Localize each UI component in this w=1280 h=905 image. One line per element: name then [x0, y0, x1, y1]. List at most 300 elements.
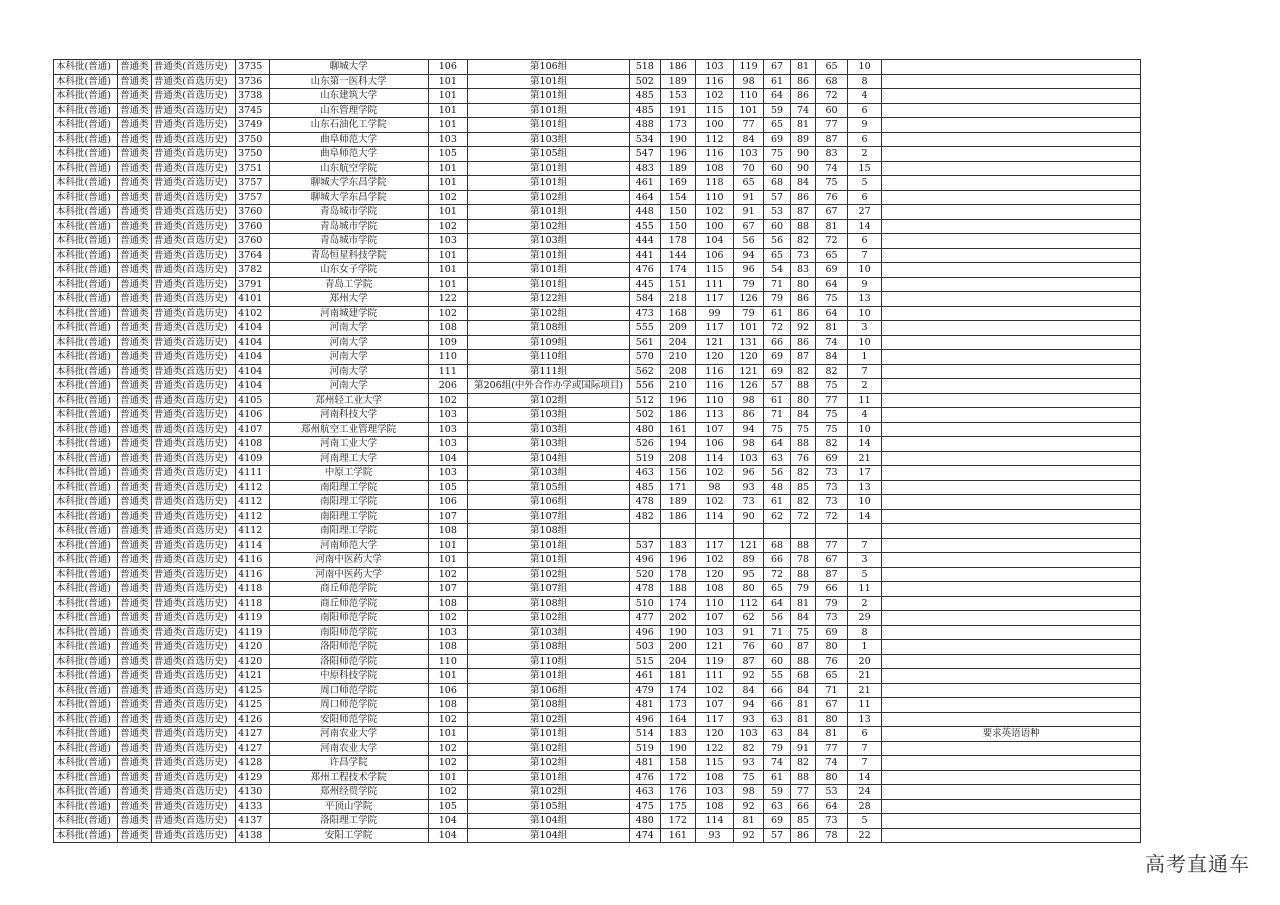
cell-history: 64: [764, 437, 790, 452]
cell-chinese: 172: [660, 770, 696, 785]
cell-min-score: 519: [630, 451, 661, 466]
cell-category: 普通类: [118, 553, 152, 568]
cell-category: 普通类: [118, 132, 152, 147]
cell-english: 121: [733, 538, 764, 553]
cell-group-name: 第102组: [468, 611, 630, 626]
table-row: [54, 582, 1141, 597]
cell-group-name: 第103组: [468, 625, 630, 640]
cell-chinese: 210: [660, 379, 696, 394]
cell-group-name: 第102组: [468, 219, 630, 234]
cell-history: 69: [764, 132, 790, 147]
cell-min-score: 480: [630, 422, 661, 437]
cell-math: 110: [696, 596, 734, 611]
cell-group-name: 第101组: [468, 538, 630, 553]
cell-school-name: 洛阳理工学院: [269, 814, 428, 829]
cell-min-score: 562: [630, 364, 661, 379]
cell-english: 131: [733, 335, 764, 350]
cell-english: 96: [733, 466, 764, 481]
cell-math: 110: [696, 190, 734, 205]
cell-group-code: 108: [428, 321, 468, 336]
cell-english: 92: [733, 828, 764, 843]
cell-geography: 84: [790, 683, 815, 698]
cell-group-name: 第101组: [468, 74, 630, 89]
cell-subject-group: 普通类(首选历史): [151, 524, 235, 539]
cell-english: 79: [733, 277, 764, 292]
cell-remark: [882, 741, 1141, 756]
cell-geography: 81: [790, 698, 815, 713]
cell-politics: 74: [816, 756, 848, 771]
cell-subject-group: 普通类(首选历史): [151, 379, 235, 394]
cell-math: 102: [696, 466, 734, 481]
cell-plan-count: 5: [847, 176, 882, 191]
cell-chinese: 208: [660, 451, 696, 466]
cell-math: 122: [696, 741, 734, 756]
cell-remark: [882, 814, 1141, 829]
cell-geography: 91: [790, 741, 815, 756]
cell-english: 73: [733, 495, 764, 510]
cell-category: 普通类: [118, 364, 152, 379]
cell-category: 普通类: [118, 712, 152, 727]
cell-history: 57: [764, 379, 790, 394]
cell-school-name: 河南工业大学: [269, 437, 428, 452]
cell-min-score: 485: [630, 480, 661, 495]
cell-school-name: 安阳工学院: [269, 828, 428, 843]
cell-chinese: 210: [660, 350, 696, 365]
cell-chinese: 153: [660, 89, 696, 104]
cell-math: 103: [696, 625, 734, 640]
cell-history: 65: [764, 582, 790, 597]
cell-english: 94: [733, 422, 764, 437]
cell-school-name: 南阳师范学院: [269, 611, 428, 626]
cell-plan-count: 24: [847, 785, 882, 800]
cell-school-name: 河南农业大学: [269, 741, 428, 756]
cell-batch: 本科批(普通): [54, 89, 118, 104]
cell-english: 92: [733, 799, 764, 814]
cell-chinese: 209: [660, 321, 696, 336]
cell-chinese: 169: [660, 176, 696, 191]
cell-group-code: 111: [428, 364, 468, 379]
cell-subject-group: 普通类(首选历史): [151, 147, 235, 162]
table-row: [54, 538, 1141, 553]
cell-group-code: 106: [428, 495, 468, 510]
cell-batch: 本科批(普通): [54, 741, 118, 756]
cell-category: 普通类: [118, 422, 152, 437]
cell-group-name: 第108组: [468, 698, 630, 713]
cell-geography: 81: [790, 118, 815, 133]
cell-politics: 65: [816, 669, 848, 684]
cell-politics: 80: [816, 640, 848, 655]
cell-school-code: 4112: [236, 524, 270, 539]
cell-geography: 76: [790, 451, 815, 466]
cell-group-code: 108: [428, 524, 468, 539]
cell-school-name: 山东女子学院: [269, 263, 428, 278]
cell-remark: [882, 582, 1141, 597]
cell-batch: 本科批(普通): [54, 785, 118, 800]
cell-plan-count: 4: [847, 89, 882, 104]
cell-batch: 本科批(普通): [54, 567, 118, 582]
cell-min-score: 480: [630, 814, 661, 829]
cell-category: 普通类: [118, 698, 152, 713]
cell-english: 103: [733, 147, 764, 162]
cell-english: 98: [733, 785, 764, 800]
cell-remark: [882, 799, 1141, 814]
cell-category: 普通类: [118, 393, 152, 408]
cell-min-score: 464: [630, 190, 661, 205]
cell-politics: 77: [816, 393, 848, 408]
cell-english: 110: [733, 89, 764, 104]
cell-plan-count: 2: [847, 147, 882, 162]
cell-plan-count: 10: [847, 495, 882, 510]
cell-history: 60: [764, 219, 790, 234]
cell-chinese: 196: [660, 393, 696, 408]
cell-chinese: 173: [660, 698, 696, 713]
cell-school-name: 河南大学: [269, 335, 428, 350]
cell-group-name: 第109组: [468, 335, 630, 350]
table-row: [54, 147, 1141, 162]
cell-school-code: 3750: [236, 147, 270, 162]
cell-group-name: 第106组: [468, 495, 630, 510]
cell-math: 110: [696, 393, 734, 408]
cell-subject-group: 普通类(首选历史): [151, 74, 235, 89]
cell-politics: 67: [816, 205, 848, 220]
cell-history: 56: [764, 234, 790, 249]
cell-politics: 75: [816, 292, 848, 307]
cell-group-code: 101: [428, 538, 468, 553]
cell-batch: 本科批(普通): [54, 495, 118, 510]
table-row: [54, 219, 1141, 234]
cell-remark: [882, 451, 1141, 466]
cell-group-code: 101: [428, 277, 468, 292]
cell-school-code: 3764: [236, 248, 270, 263]
cell-subject-group: 普通类(首选历史): [151, 553, 235, 568]
cell-plan-count: 2: [847, 596, 882, 611]
cell-group-name: 第108组: [468, 321, 630, 336]
cell-category: 普通类: [118, 480, 152, 495]
cell-english: 62: [733, 611, 764, 626]
cell-batch: 本科批(普通): [54, 205, 118, 220]
cell-school-code: 4130: [236, 785, 270, 800]
table-row: [54, 60, 1141, 75]
cell-school-name: 中原科技学院: [269, 669, 428, 684]
cell-group-name: 第105组: [468, 799, 630, 814]
cell-history: 68: [764, 538, 790, 553]
cell-min-score: 473: [630, 306, 661, 321]
cell-group-code: 104: [428, 828, 468, 843]
cell-math: 108: [696, 799, 734, 814]
admission-score-table: [53, 59, 1141, 843]
table-row: [54, 379, 1141, 394]
cell-school-name: 青岛恒星科技学院: [269, 248, 428, 263]
cell-english: 82: [733, 741, 764, 756]
cell-subject-group: 普通类(首选历史): [151, 466, 235, 481]
cell-math: 121: [696, 335, 734, 350]
cell-math: 114: [696, 814, 734, 829]
cell-group-code: 101: [428, 770, 468, 785]
cell-plan-count: 3: [847, 553, 882, 568]
cell-politics: 73: [816, 466, 848, 481]
cell-subject-group: 普通类(首选历史): [151, 277, 235, 292]
table-row: [54, 828, 1141, 843]
cell-school-code: 3757: [236, 176, 270, 191]
cell-category: 普通类: [118, 408, 152, 423]
cell-category: 普通类: [118, 335, 152, 350]
cell-min-score: 570: [630, 350, 661, 365]
cell-min-score: 463: [630, 466, 661, 481]
cell-chinese: 189: [660, 74, 696, 89]
cell-school-name: 商丘师范学院: [269, 582, 428, 597]
cell-school-name: 郑州经贸学院: [269, 785, 428, 800]
cell-plan-count: 6: [847, 132, 882, 147]
cell-plan-count: 15: [847, 161, 882, 176]
cell-category: 普通类: [118, 727, 152, 742]
cell-english: 65: [733, 176, 764, 191]
cell-school-code: 3782: [236, 263, 270, 278]
cell-subject-group: 普通类(首选历史): [151, 509, 235, 524]
cell-category: 普通类: [118, 103, 152, 118]
cell-batch: 本科批(普通): [54, 582, 118, 597]
cell-math: 114: [696, 451, 734, 466]
cell-chinese: 189: [660, 495, 696, 510]
cell-geography: 77: [790, 785, 815, 800]
cell-history: 72: [764, 321, 790, 336]
cell-politics: 64: [816, 799, 848, 814]
cell-geography: 82: [790, 364, 815, 379]
cell-english: 70: [733, 161, 764, 176]
cell-history: 60: [764, 161, 790, 176]
cell-school-name: 河南大学: [269, 350, 428, 365]
table-row: [54, 74, 1141, 89]
cell-subject-group: 普通类(首选历史): [151, 654, 235, 669]
cell-category: 普通类: [118, 785, 152, 800]
cell-remark: [882, 524, 1141, 539]
cell-chinese: 196: [660, 553, 696, 568]
table-row: [54, 669, 1141, 684]
cell-group-code: 106: [428, 683, 468, 698]
cell-school-name: 南阳理工学院: [269, 495, 428, 510]
cell-school-code: 3760: [236, 234, 270, 249]
cell-category: 普通类: [118, 654, 152, 669]
cell-category: 普通类: [118, 538, 152, 553]
cell-group-name: 第102组: [468, 393, 630, 408]
cell-min-score: 485: [630, 89, 661, 104]
cell-chinese: [660, 524, 696, 539]
cell-history: 75: [764, 147, 790, 162]
cell-subject-group: 普通类(首选历史): [151, 118, 235, 133]
cell-english: 75: [733, 770, 764, 785]
cell-math: 108: [696, 161, 734, 176]
table-row: [54, 292, 1141, 307]
cell-min-score: 496: [630, 553, 661, 568]
cell-group-name: 第110组: [468, 350, 630, 365]
cell-geography: 86: [790, 828, 815, 843]
cell-plan-count: 21: [847, 669, 882, 684]
cell-school-name: 洛阳师范学院: [269, 654, 428, 669]
cell-school-code: 4112: [236, 480, 270, 495]
cell-geography: [790, 524, 815, 539]
cell-school-name: 周口师范学院: [269, 698, 428, 713]
cell-geography: 88: [790, 538, 815, 553]
cell-category: 普通类: [118, 176, 152, 191]
cell-group-name: 第101组: [468, 277, 630, 292]
cell-chinese: 154: [660, 190, 696, 205]
cell-group-name: 第102组: [468, 712, 630, 727]
table-row: [54, 495, 1141, 510]
cell-remark: [882, 147, 1141, 162]
cell-politics: 81: [816, 321, 848, 336]
cell-school-code: 3735: [236, 60, 270, 75]
cell-school-name: 山东石油化工学院: [269, 118, 428, 133]
cell-remark: [882, 364, 1141, 379]
table-row: [54, 712, 1141, 727]
cell-chinese: 176: [660, 785, 696, 800]
table-row: [54, 553, 1141, 568]
cell-school-code: 3757: [236, 190, 270, 205]
cell-plan-count: 9: [847, 118, 882, 133]
cell-chinese: 191: [660, 103, 696, 118]
cell-school-name: 南阳理工学院: [269, 480, 428, 495]
cell-history: 62: [764, 509, 790, 524]
cell-batch: 本科批(普通): [54, 466, 118, 481]
cell-min-score: 483: [630, 161, 661, 176]
cell-subject-group: 普通类(首选历史): [151, 582, 235, 597]
table-row: [54, 364, 1141, 379]
cell-group-name: 第101组: [468, 89, 630, 104]
cell-school-code: 4127: [236, 741, 270, 756]
cell-politics: 87: [816, 132, 848, 147]
cell-chinese: 171: [660, 480, 696, 495]
cell-group-name: 第101组: [468, 118, 630, 133]
cell-remark: [882, 118, 1141, 133]
cell-group-code: 104: [428, 451, 468, 466]
cell-batch: 本科批(普通): [54, 814, 118, 829]
table-row: [54, 205, 1141, 220]
cell-school-name: 河南城建学院: [269, 306, 428, 321]
cell-school-code: 4120: [236, 654, 270, 669]
cell-category: 普通类: [118, 292, 152, 307]
cell-batch: 本科批(普通): [54, 683, 118, 698]
cell-history: 66: [764, 698, 790, 713]
cell-plan-count: 5: [847, 567, 882, 582]
cell-group-name: 第101组: [468, 553, 630, 568]
cell-remark: [882, 132, 1141, 147]
cell-politics: 83: [816, 147, 848, 162]
cell-category: 普通类: [118, 611, 152, 626]
cell-history: 61: [764, 770, 790, 785]
cell-plan-count: 11: [847, 698, 882, 713]
cell-geography: 85: [790, 480, 815, 495]
cell-batch: 本科批(普通): [54, 828, 118, 843]
cell-history: 63: [764, 712, 790, 727]
cell-remark: [882, 350, 1141, 365]
cell-batch: 本科批(普通): [54, 219, 118, 234]
cell-group-name: 第101组: [468, 205, 630, 220]
cell-min-score: 514: [630, 727, 661, 742]
cell-subject-group: 普通类(首选历史): [151, 393, 235, 408]
cell-politics: 75: [816, 408, 848, 423]
cell-history: 57: [764, 190, 790, 205]
cell-subject-group: 普通类(首选历史): [151, 408, 235, 423]
cell-group-code: 103: [428, 625, 468, 640]
cell-group-code: 101: [428, 727, 468, 742]
cell-min-score: 479: [630, 683, 661, 698]
cell-chinese: 158: [660, 756, 696, 771]
cell-english: 84: [733, 683, 764, 698]
cell-subject-group: 普通类(首选历史): [151, 495, 235, 510]
cell-remark: [882, 770, 1141, 785]
cell-history: 66: [764, 335, 790, 350]
cell-school-code: 3749: [236, 118, 270, 133]
cell-math: 103: [696, 60, 734, 75]
cell-subject-group: 普通类(首选历史): [151, 698, 235, 713]
cell-min-score: 510: [630, 596, 661, 611]
cell-school-code: 3738: [236, 89, 270, 104]
cell-category: 普通类: [118, 234, 152, 249]
cell-geography: 82: [790, 756, 815, 771]
cell-chinese: 174: [660, 683, 696, 698]
cell-chinese: 168: [660, 306, 696, 321]
cell-school-code: 4119: [236, 625, 270, 640]
cell-school-code: 4116: [236, 567, 270, 582]
cell-geography: 84: [790, 727, 815, 742]
cell-subject-group: 普通类(首选历史): [151, 364, 235, 379]
table-row: [54, 190, 1141, 205]
cell-plan-count: 3: [847, 321, 882, 336]
cell-min-score: 461: [630, 176, 661, 191]
cell-category: 普通类: [118, 524, 152, 539]
cell-geography: 86: [790, 306, 815, 321]
table-row: [54, 118, 1141, 133]
cell-math: 120: [696, 350, 734, 365]
table-row: [54, 408, 1141, 423]
cell-chinese: 190: [660, 625, 696, 640]
cell-batch: 本科批(普通): [54, 393, 118, 408]
cell-subject-group: 普通类(首选历史): [151, 669, 235, 684]
cell-chinese: 190: [660, 132, 696, 147]
cell-school-code: 4120: [236, 640, 270, 655]
cell-history: 64: [764, 89, 790, 104]
cell-politics: 73: [816, 480, 848, 495]
cell-chinese: 156: [660, 466, 696, 481]
table-row: [54, 596, 1141, 611]
cell-politics: 84: [816, 350, 848, 365]
cell-math: 115: [696, 103, 734, 118]
cell-group-code: 102: [428, 219, 468, 234]
cell-english: 95: [733, 567, 764, 582]
table-row: [54, 727, 1141, 742]
cell-subject-group: 普通类(首选历史): [151, 538, 235, 553]
cell-batch: 本科批(普通): [54, 147, 118, 162]
cell-batch: 本科批(普通): [54, 248, 118, 263]
cell-math: 120: [696, 727, 734, 742]
cell-subject-group: 普通类(首选历史): [151, 799, 235, 814]
cell-remark: [882, 596, 1141, 611]
cell-politics: 73: [816, 611, 848, 626]
cell-school-name: 郑州航空工业管理学院: [269, 422, 428, 437]
cell-school-name: 青岛城市学院: [269, 234, 428, 249]
cell-geography: 87: [790, 205, 815, 220]
cell-group-name: 第102组: [468, 785, 630, 800]
cell-politics: 68: [816, 74, 848, 89]
cell-batch: 本科批(普通): [54, 350, 118, 365]
cell-history: 54: [764, 263, 790, 278]
cell-group-code: 110: [428, 654, 468, 669]
cell-geography: 80: [790, 277, 815, 292]
cell-group-code: 101: [428, 118, 468, 133]
cell-group-name: 第106组: [468, 683, 630, 698]
cell-group-name: 第102组: [468, 306, 630, 321]
cell-history: 68: [764, 176, 790, 191]
cell-geography: 74: [790, 103, 815, 118]
